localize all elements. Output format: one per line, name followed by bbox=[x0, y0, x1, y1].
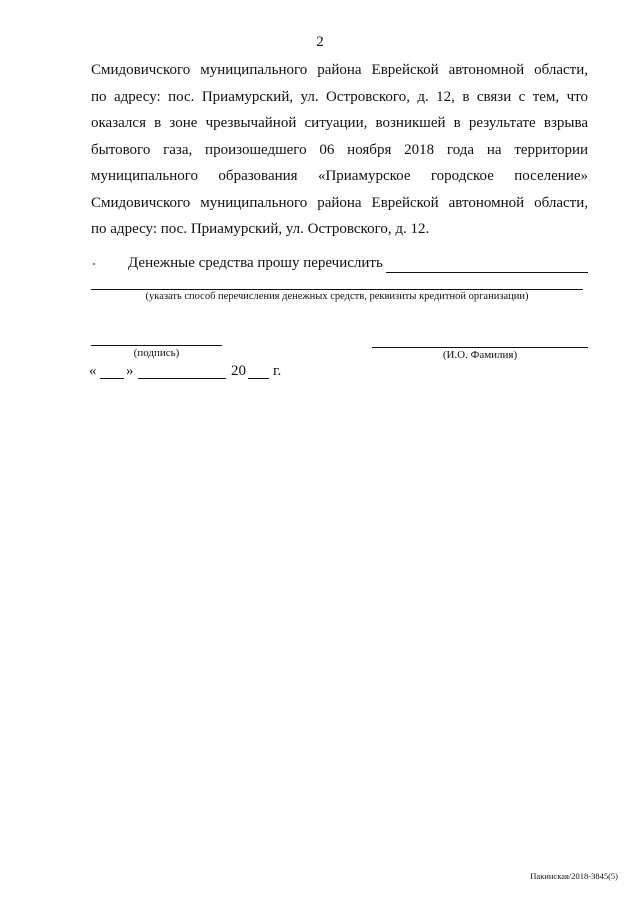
body-paragraph bbox=[91, 57, 588, 243]
date-row bbox=[89, 363, 389, 385]
money-transfer-blank[interactable] bbox=[386, 272, 588, 273]
name-blank[interactable] bbox=[372, 347, 588, 348]
transfer-details-blank[interactable] bbox=[91, 289, 583, 290]
year-prefix: 20 bbox=[231, 363, 246, 379]
page-number: 2 bbox=[316, 34, 324, 50]
money-transfer-row bbox=[91, 255, 588, 279]
day-blank[interactable] bbox=[100, 378, 124, 379]
paragraph-line: Смидовичского муниципального района Еврейской автономной области, bbox=[91, 194, 588, 211]
money-transfer-label: Денежные средства прошу перечислить bbox=[128, 255, 383, 271]
scan-dot bbox=[93, 263, 95, 265]
document-code: Пакинская/2018-3845(5) bbox=[530, 871, 618, 881]
paragraph-line: оказался в зоне чрезвычайной ситуации, возникшей в результате взрыва bbox=[91, 115, 588, 131]
paragraph-line: по адресу: пос. Приамурский, ул. Островского, д. 12. bbox=[91, 221, 430, 237]
signature-caption: (подпись) bbox=[133, 347, 180, 359]
year-blank[interactable] bbox=[248, 378, 269, 379]
paragraph-line: Смидовичского муниципального района Еврейской автономной области, bbox=[91, 62, 588, 78]
paragraph-line: бытового газа, произошедшего 06 ноября 2018 года на территории bbox=[91, 141, 588, 158]
signature-blank[interactable] bbox=[91, 345, 222, 346]
date-close-quote: » bbox=[126, 363, 134, 379]
date-open-quote: « bbox=[89, 363, 97, 379]
paragraph-line: по адресу: пос. Приамурский, ул. Островского, д. 12, в связи с тем, что bbox=[91, 88, 588, 105]
transfer-hint: (указать способ перечисления денежных средств, реквизиты кредитной организации) bbox=[145, 291, 529, 302]
year-suffix: г. bbox=[273, 363, 282, 379]
name-caption: (И.О. Фамилия) bbox=[442, 349, 518, 361]
month-blank[interactable] bbox=[138, 378, 226, 379]
paragraph-line: муниципального образования «Приамурское городское поселение» bbox=[91, 168, 588, 184]
